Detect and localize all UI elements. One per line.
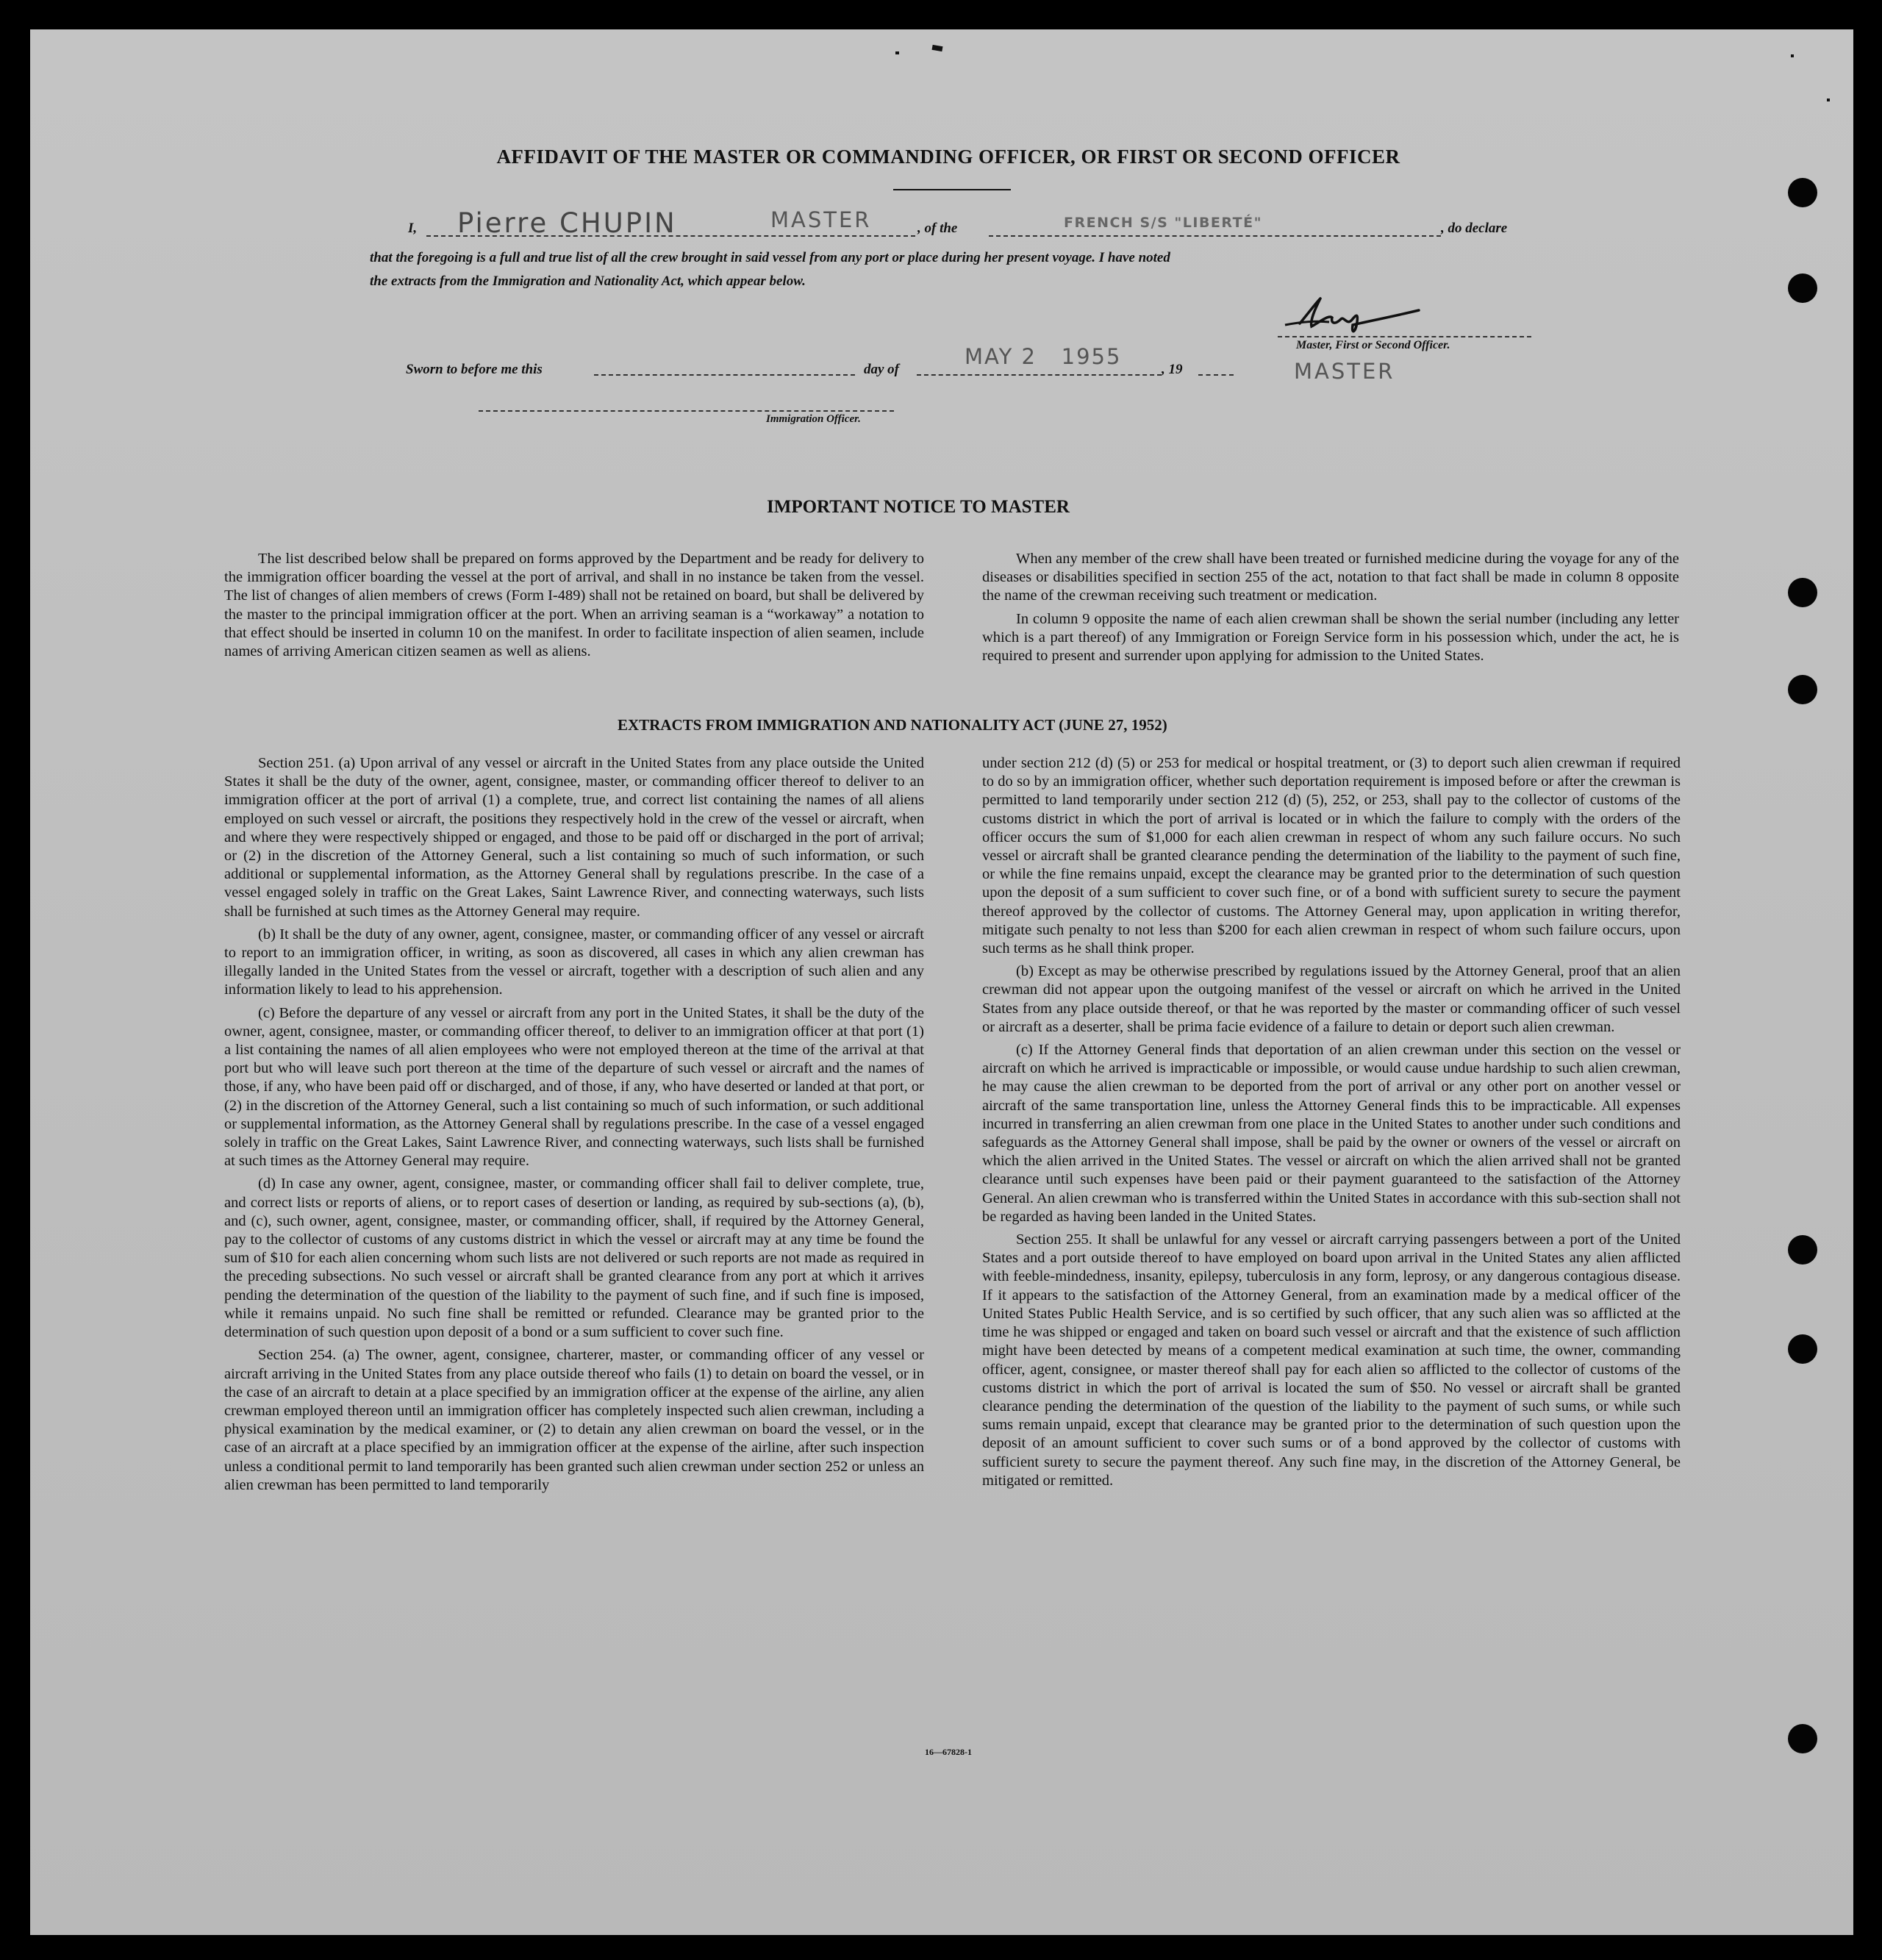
notice-right-column — [982, 550, 1679, 670]
notice-paragraph: In column 9 opposite the name of each alien crewman shall be shown the serial number (including any letter which is a part thereof) of any Immigration or Foreign Service form in his possession which, under the act, he is required to present and surrender upon applying for admission to the United States. — [982, 610, 1679, 665]
punch-hole — [1788, 675, 1817, 704]
date-stamp: MAY 2 1955 — [965, 344, 1122, 369]
punch-hole — [1788, 1724, 1817, 1753]
form-title: AFFIDAVIT OF THE MASTER OR COMMANDING OFFICER, OR FIRST OR SECOND OFFICER — [496, 146, 1400, 168]
notice-paragraph: The list described below shall be prepared on forms approved by the Department and be ready for delivery to the immigration officer boarding the vessel at the port of arrival, and shall in no instance be taken from the vessel. The list of changes of alien members of crews (Form I-489) shall not be retained on board, but shall be delivered by the master to the principal immigration officer at the port. When an arriving seaman is a “workaway” a notation to that effect should be inserted in column 10 on the manifest. In order to facilitate inspection of alien seamen, include names of arriving American citizen seamen as well as aliens. — [224, 551, 924, 660]
notice-title: IMPORTANT NOTICE TO MASTER — [767, 497, 1070, 517]
act-section: Section 254. (a) The owner, agent, consignee, charterer, master, or commanding officer of any vessel or aircraft arriving in the United States from any place outside thereof who fails (1) to detain on board the vessel, or in the case of an aircraft to detain at a place specified by an immigration officer at the expense of the airline, any alien crewman employed thereon until an immigration officer has completely inspected such alien crewman, including a physical examination by the medical examiner, or (2) to detain any alien crewman on board the vessel, or in the case of an aircraft at a place specified by an immigration officer at the expense of the airline, after such inspection unless a conditional permit to land temporarily has been granted such alien crewman under section 252 or unless an alien crewman has been permitted to land temporarily — [224, 1347, 924, 1493]
act-section: Section 255. It shall be unlawful for any vessel or aircraft carrying passengers between a port of the United States and a port outside thereof to have employed on board upon arrival in the United States any alien afflicted with feeble-mindedness, insanity, epilepsy, tuberculosis in any form, leprosy, or any dangerous contagious disease. If it appears to the satisfaction of the Attorney General, from an examination made by a medical officer of the United States Public Health Service, and is so certified by such officer, that any such alien was so afflicted at the time he was shipped or engaged and taken on board such vessel or aircraft and that the existence of such affliction might have been detected by means of a competent medical examination at such time, the owner, commanding officer, agent, consignee, or master thereof shall pay for each alien so afflicted to the collector of customs of the customs district in which the port of arrival is located the sum of $50. No vessel or aircraft shall be granted clearance pending the determination of the question of the liability to the payment of such sums, or while such sums remain unpaid, except that clearance may be granted prior to the determination of such question upon the deposit of an amount sufficient to cover such sums or of a bond approved by the collector of customs with sufficient surety to secure the payment thereof. Any such fine may, in the discretion of the Attorney General, be mitigated or remitted. — [982, 1231, 1681, 1489]
title-underline — [893, 189, 1011, 190]
act-section: under section 212 (d) (5) or 253 for medical or hospital treatment, or (3) to deport such alien crewman if required to do so by an immigration officer, whether such deportation requirement is imposed before or after the crewman is permitted to land temporarily under section 212 (d) (5), 252, or 253, shall pay to the collector of customs of the customs district in which the port of arrival is located or in which the failure to comply with the orders of the officer occurs the sum of $1,000 for each alien crewman in respect of whom any such failure occurs. No such vessel or aircraft shall be granted clearance pending the determination of the liability to the payment of such fine, or while the fine remains unpaid, except the clearance may be granted prior to the determination of such question upon the deposit of a sum sufficient to cover such fine, or of a bond with sufficient surety to secure the payment thereof approved by the collector of customs. The Attorney General may, upon application in writing therefor, mitigate such penalty to not less than $200 for each alien crewman in respect of whom such failure occurs, upon such terms as he shall think proper. — [982, 755, 1681, 957]
master-name: Pierre CHUPIN — [457, 207, 677, 239]
rank-stamp: MASTER — [770, 207, 872, 232]
declaration-line-3: the extracts from the Immigration and Nationality Act, which appear below. — [370, 273, 806, 289]
officer-caption: Immigration Officer. — [766, 413, 861, 425]
punch-hole — [1788, 578, 1817, 607]
scan-speck — [1791, 54, 1794, 57]
declaration-line-2: that the foregoing is a full and true list of all the crew brought in said vessel from any port or place during her present voyage. I have noted — [370, 250, 1170, 265]
scan-speck — [1827, 99, 1830, 101]
notice-paragraph: When any member of the crew shall have been treated or furnished medicine during the voyage for any of the diseases or disabilities specified in section 255 of the act, notation to that fact shall be made in column 8 opposite the name of the crewman receiving such treatment or medication. — [982, 551, 1679, 604]
act-section: (d) In case any owner, agent, consignee, master, or commanding officer shall fail to deliver complete, true, and correct lists or reports of aliens, or to report cases of desertion or landing, as required by sub-sections (a), (b), and (c), such owner, agent, consignee, master, or commanding officer, shall, if required by the Attorney General, pay to the collector of customs of any customs district in which the vessel or aircraft may at any time be found the sum of $10 for each alien concerning whom such lists are not delivered or such reports are not made as required in the preceding subsections. No such vessel or aircraft shall be granted clearance from any port at which it arrives pending the determination of the question of the liability to the payment of such fine, and if such fine is imposed, while it remains unpaid. No such fine shall be remitted or refunded. Clearance may be granted prior to the determination of such question upon deposit of a bond or a sum sufficient to cover such fine. — [224, 1176, 924, 1341]
declaration-prefix: I, — [408, 221, 418, 236]
extracts-left-column — [224, 754, 924, 1499]
extracts-title: EXTRACTS FROM IMMIGRATION AND NATIONALITY ACT (JUNE 27, 1952) — [618, 716, 1167, 734]
master-stamp: MASTER — [1294, 359, 1395, 384]
scan-speck — [895, 51, 899, 54]
punch-hole — [1788, 178, 1817, 207]
sworn-day-line — [594, 374, 855, 376]
signature-caption: Master, First or Second Officer. — [1296, 339, 1450, 351]
act-section: (b) Except as may be otherwise prescribed by regulations issued by the Attorney General, proof that an alien crewman did not appear upon the outgoing manifest of the vessel or aircraft on which he arrived in the United States from any place outside thereof, or that he was reported by the master or commanding officer of such vessel or aircraft as a deserter, shall be prima facie evidence of a failure to detain or deport such alien crewman. — [982, 963, 1681, 1035]
act-section: (b) It shall be the duty of any owner, agent, consignee, master, or commanding officer of any vessel or aircraft to report to an immigration officer, in writing, as soon as discovered, all cases in which any alien crewman has illegally landed in the United States from the vessel or aircraft, together with a description of such alien and any information likely to lead to his apprehension. — [224, 926, 924, 998]
do-declare-label: , do declare — [1441, 221, 1508, 236]
master-signature — [1278, 293, 1425, 337]
notice-left-column — [224, 550, 924, 665]
act-section: Section 251. (a) Upon arrival of any vessel or aircraft in the United States from any place outside the United States it shall be the duty of the owner, agent, consignee, master, or commanding officer thereof to deliver to an immigration officer at the port of arrival (1) a complete, true, and correct list containing the names of all aliens employed on such vessel or aircraft, the positions they respectively hold in the crew of the vessel or aircraft, when and where they were respectively shipped or engaged, and those to be paid off or discharged in the port of arrival; or (2) in the discretion of the Attorney General, such a list containing so much of such information, or such additional or supplemental information, as the Attorney General shall by regulations prescribe. In the case of a vessel engaged solely in traffic on the Great Lakes, Saint Lawrence River, and connecting waterways, such lists shall be furnished at such times as the Attorney General may require. — [224, 755, 924, 920]
act-section: (c) Before the departure of any vessel or aircraft from any port in the United States, it shall be the duty of the owner, agent, consignee, master, or commanding officer thereof, to deliver to an immigration officer at that port (1) a list containing the names of all alien employees who were not employed thereon at the time of the arrival at that port but who will leave such port thereon at the time of the departure of such vessel or aircraft and the names of those, if any, who have been paid off or discharged, and of those, if any, who have deserted or landed at that port, or (2) in the discretion of the Attorney General, such a list containing so much of such information, or such additional or supplemental information, as the Attorney General shall by regulations prescribe. In the case of a vessel engaged solely in traffic on the Great Lakes, Saint Lawrence River, and connecting waterways, such lists shall be furnished at such times as the Attorney General may require. — [224, 1004, 924, 1170]
punch-hole — [1788, 1235, 1817, 1265]
officer-signature-line — [479, 410, 894, 412]
of-the-label: , of the — [917, 221, 958, 236]
day-of-label: day of — [864, 362, 900, 377]
punch-hole — [1788, 1334, 1817, 1364]
signature-line — [1278, 336, 1531, 337]
vessel-line — [989, 235, 1441, 237]
act-section: (c) If the Attorney General finds that deportation of an alien crewman under this section on the vessel or aircraft on which he arrived is impracticable or impossible, or would cause undue hardship to such alien crewman, he may cause the alien crewman to be deported from the port of arrival or any other port on another vessel or aircraft of the same transportation line, unless the Attorney General finds this to be impracticable. All expenses incurred in transferring an alien crewman from one place in the United States to another under such conditions and safeguards as the Attorney General shall impose, shall be paid by the owner or owners of the vessel or aircraft on which the alien arrived in the United States. The vessel or aircraft on which the alien arrived shall not be granted clearance until such expenses have been paid or their payment guaranteed to the satisfaction of the Attorney General. An alien crewman who is transferred within the United States in accordance with this sub-section shall not be regarded as having been landed in the United States. — [982, 1042, 1681, 1225]
year-label: , 19 — [1162, 362, 1183, 377]
form-number: 16—67828-1 — [925, 1747, 972, 1757]
vessel-name: FRENCH S/S "LIBERTÉ" — [1064, 215, 1263, 231]
sworn-label: Sworn to before me this — [406, 362, 543, 377]
sworn-month-line — [917, 374, 1162, 376]
extracts-right-column — [982, 754, 1681, 1495]
punch-hole — [1788, 273, 1817, 303]
sworn-year-line — [1198, 374, 1234, 376]
